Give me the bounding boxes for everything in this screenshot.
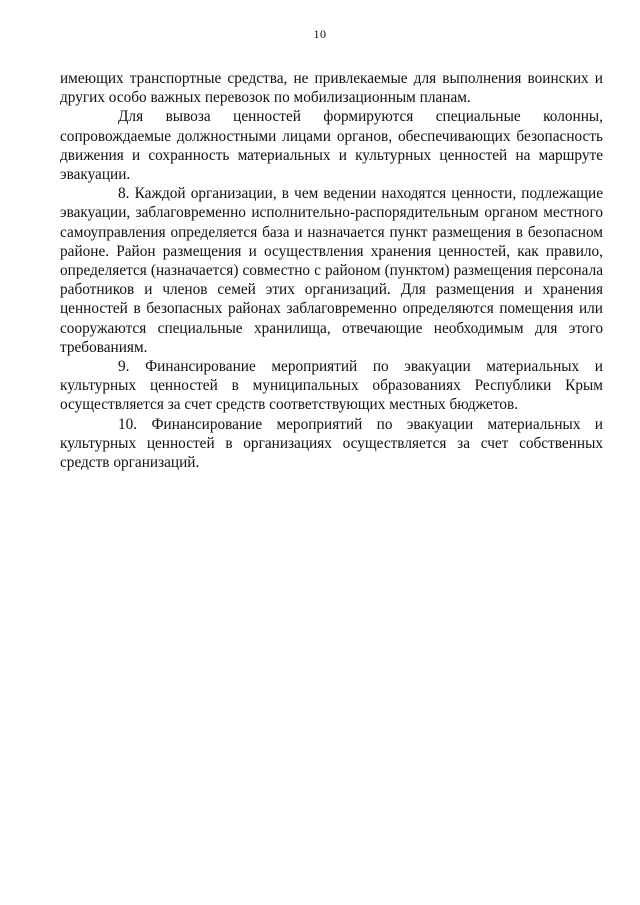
paragraph-continuation: имеющих транспортные средства, не привлекаемые для выполнения воинских и других особо важных перевозок по мобилизационным планам. (60, 70, 603, 107)
page-number: 10 (313, 27, 327, 41)
document-body (60, 69, 603, 472)
paragraph-item-8: 8. Каждой организации, в чем ведении находятся ценности, подлежащие эвакуации, заблаговременно исполнительно-распорядительным органом местного самоуправления определяется база и назначается пункт размещения в безопасном районе. Район размещения и осуществления хранения ценностей, как правило, определяется (назначается) совместно с районом (пунктом) размещения персонала работников и членов семей этих организаций. Для размещения и хранения ценностей в безопасных районах заблаговременно определяются помещения или сооружаются специальные хранилища, отвечающие необходимым для этого требованиям. (60, 185, 603, 356)
paragraph-escort-columns: Для вывоза ценностей формируются специальные колонны, сопровождаемые должностными лицами органов, обеспечивающих безопасность движения и сохранность материальных и культурных ценностей на маршруте эвакуации. (60, 108, 603, 184)
paragraph-item-10: 10. Финансирование мероприятий по эвакуации материальных и культурных ценностей в организациях осуществляется за счет собственных средств организаций. (60, 415, 603, 472)
paragraph-item-9: 9. Финансирование мероприятий по эвакуации материальных и культурных ценностей в муниципальных образованиях Республики Крым осуществляется за счет средств соответствующих местных бюджетов. (60, 358, 603, 414)
